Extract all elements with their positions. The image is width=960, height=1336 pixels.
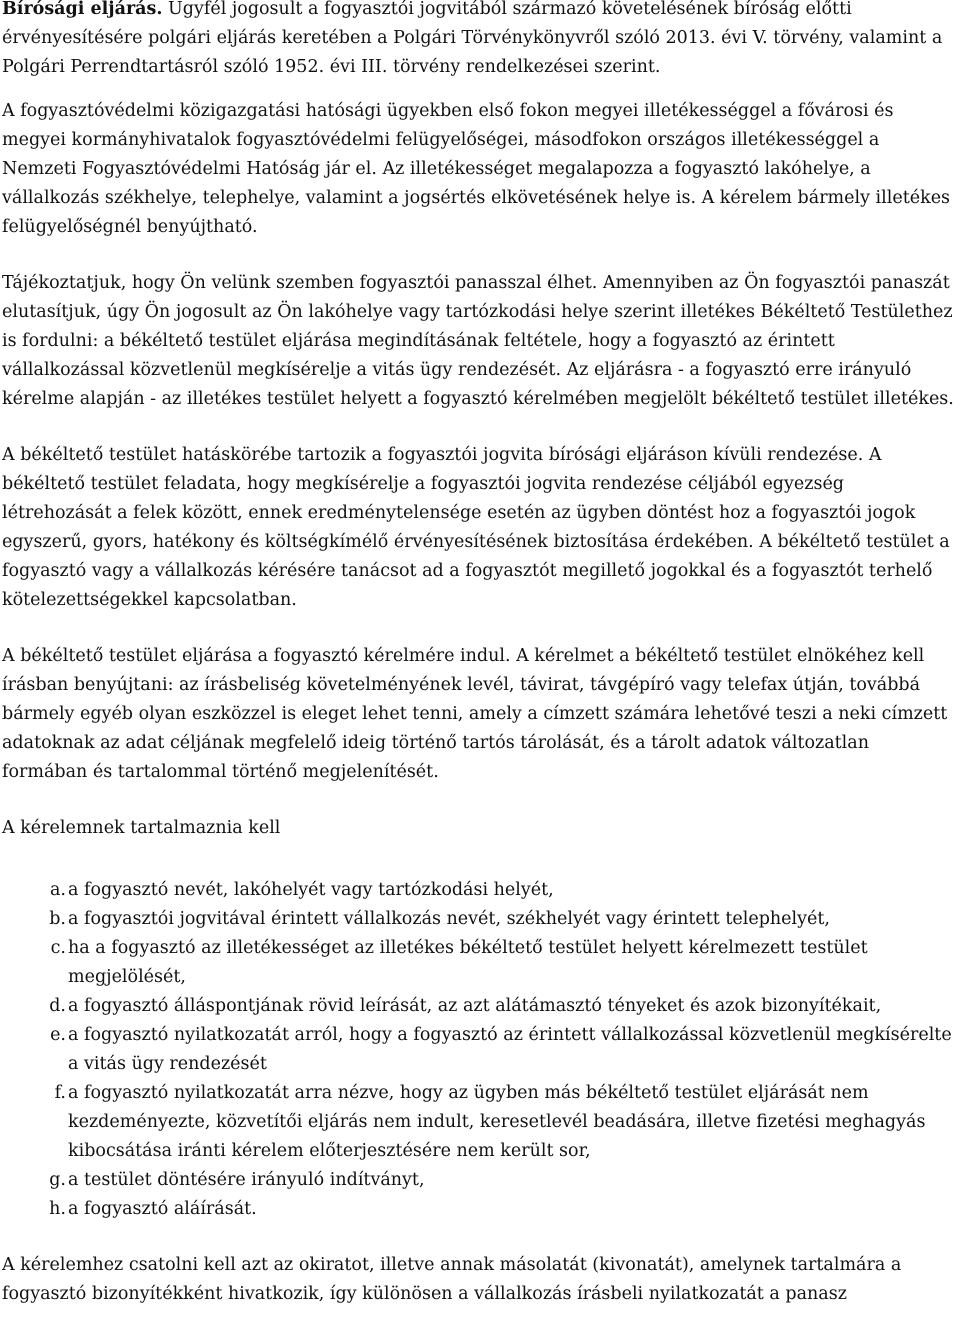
paragraph-heading-court-procedure: Bírósági eljárás. bbox=[2, 0, 163, 19]
list-item-marker: c. bbox=[50, 938, 66, 958]
list-item bbox=[2, 1021, 958, 1079]
paragraph-court-procedure bbox=[2, 0, 958, 82]
list-item-marker: a. bbox=[50, 880, 66, 900]
paragraph-complaint: Tájékoztatjuk, hogy Ön velünk szemben fogyasztói panasszal élhet. Amennyiben az Ön fogyasztói panaszát elutasítjuk, úgy Ön jogosult az Ön lakóhelye vagy tartózkodási helye szerint illetékes Békéltető Testülethez is fordulni: a békéltető testület eljárása megindításának feltétele, hogy a fogyasztó az érintett vállalkozással közvetlenül megkísérelje a vitás ügy rendezését. Az eljárásra - a fogyasztó erre irányuló kérelme alapján - az illetékes testület helyett a fogyasztó kérelmében megjelölt békéltető testület illetékes. bbox=[2, 273, 954, 409]
list-item-marker: f. bbox=[54, 1083, 66, 1103]
paragraph-request-contents-intro: A kérelemnek tartalmaznia kell bbox=[2, 818, 281, 838]
list-item bbox=[2, 1166, 958, 1195]
list-item bbox=[2, 992, 958, 1021]
paragraph-text-court-procedure: Ügyfél jogosult a fogyasztói jogvitából származó követelésének bíróság előtti érvényesítésére polgári eljárás keretében a Polgári Törvénykönyvről szóló 2013. évi V. törvény, valamint a Polgári Perrendtartásról szóló 1952. évi III. törvény rendelkezései szerint. bbox=[2, 0, 943, 77]
list-item-text: a fogyasztó nevét, lakóhelyét vagy tartózkodási helyét, bbox=[68, 880, 554, 900]
list-item-text: a fogyasztó álláspontjának rövid leírását, az azt alátámasztó tényeket és azok bizonyítékait, bbox=[68, 996, 882, 1016]
list-item-marker: e. bbox=[50, 1025, 66, 1045]
paragraph-conciliation-board-scope: A békéltető testület hatáskörébe tartozik a fogyasztói jogvita bírósági eljáráson kívüli rendezése. A békéltető testület feladata, hogy megkísérelje a fogyasztói jogvita rendezése céljából egyezség létrehozását a felek között, ennek eredménytelensége esetén az ügyben döntést hoz a fogyasztói jogok egyszerű, gyors, hatékony és költségkímélő érvényesítésének biztosítása érdekében. A békéltető testület a fogyasztó vagy a vállalkozás kérésére tanácsot ad a fogyasztót megillető jogokkal és a fogyasztót terhelő kötelezettségekkel kapcsolatban. bbox=[2, 445, 950, 610]
list-item-marker: h. bbox=[49, 1199, 66, 1219]
list-item bbox=[2, 876, 958, 905]
list-item bbox=[2, 905, 958, 934]
list-item-text: a fogyasztói jogvitával érintett vállalkozás nevét, székhelyét vagy érintett telephelyét, bbox=[68, 909, 830, 929]
list-item-marker: g. bbox=[49, 1170, 66, 1190]
list-item bbox=[2, 934, 958, 992]
list-item bbox=[2, 1195, 958, 1224]
paragraph-attachments: A kérelemhez csatolni kell azt az okiratot, illetve annak másolatát (kivonatát), amelynek tartalmára a fogyasztó bizonyítékként hivatkozik, így különösen a vállalkozás írásbeli nyilatkozatát a panasz bbox=[2, 1255, 902, 1304]
list-item-marker: d. bbox=[49, 996, 66, 1016]
list-item-marker: b. bbox=[49, 909, 66, 929]
list-item-text: a testület döntésére irányuló indítványt, bbox=[68, 1170, 425, 1190]
paragraph-authority: A fogyasztóvédelmi közigazgatási hatósági ügyekben első fokon megyei illetékességgel a fővárosi és megyei kormányhivatalok fogyasztóvédelmi felügyelőségei, másodfokon országos illetékességgel a Nemzeti Fogyasztóvédelmi Hatóság jár el. Az illetékességet megalapozza a fogyasztó lakóhelye, a vállalkozás székhelye, telephelye, valamint a jogsértés elkövetésének helye is. A kérelem bármely illetékes felügyelőségnél benyújtható. bbox=[2, 101, 951, 237]
list-item-text: ha a fogyasztó az illetékességet az illetékes békéltető testület helyett kérelmezett testület megjelölését, bbox=[68, 938, 868, 987]
paragraph-conciliation-procedure: A békéltető testület eljárása a fogyasztó kérelmére indul. A kérelmet a békéltető testület elnökéhez kell írásban benyújtani: az írásbeliség követelményének levél, távirat, távgépíró vagy telefax útján, továbbá bármely egyéb olyan eszközzel is eleget lehet tenni, amely a címzett számára lehetővé teszi a neki címzett adatoknak az adat céljának megfelelő ideig történő tartós tárolását, és a tárolt adatok változatlan formában és tartalommal történő megjelenítését. bbox=[2, 646, 948, 782]
request-contents-list bbox=[2, 876, 958, 1224]
list-item-text: a fogyasztó nyilatkozatát arra nézve, hogy az ügyben más békéltető testület eljárását nem kezdeményezte, közvetítői eljárás nem indult, keresetlevél beadására, illetve fizetési meghagyás kibocsátása iránti kérelem előterjesztésére nem került sor, bbox=[68, 1083, 926, 1161]
list-item bbox=[2, 1079, 958, 1166]
list-item-text: a fogyasztó aláírását. bbox=[68, 1199, 257, 1219]
list-item-text: a fogyasztó nyilatkozatát arról, hogy a fogyasztó az érintett vállalkozással közvetlenül megkísérelte a vitás ügy rendezését bbox=[68, 1025, 952, 1074]
